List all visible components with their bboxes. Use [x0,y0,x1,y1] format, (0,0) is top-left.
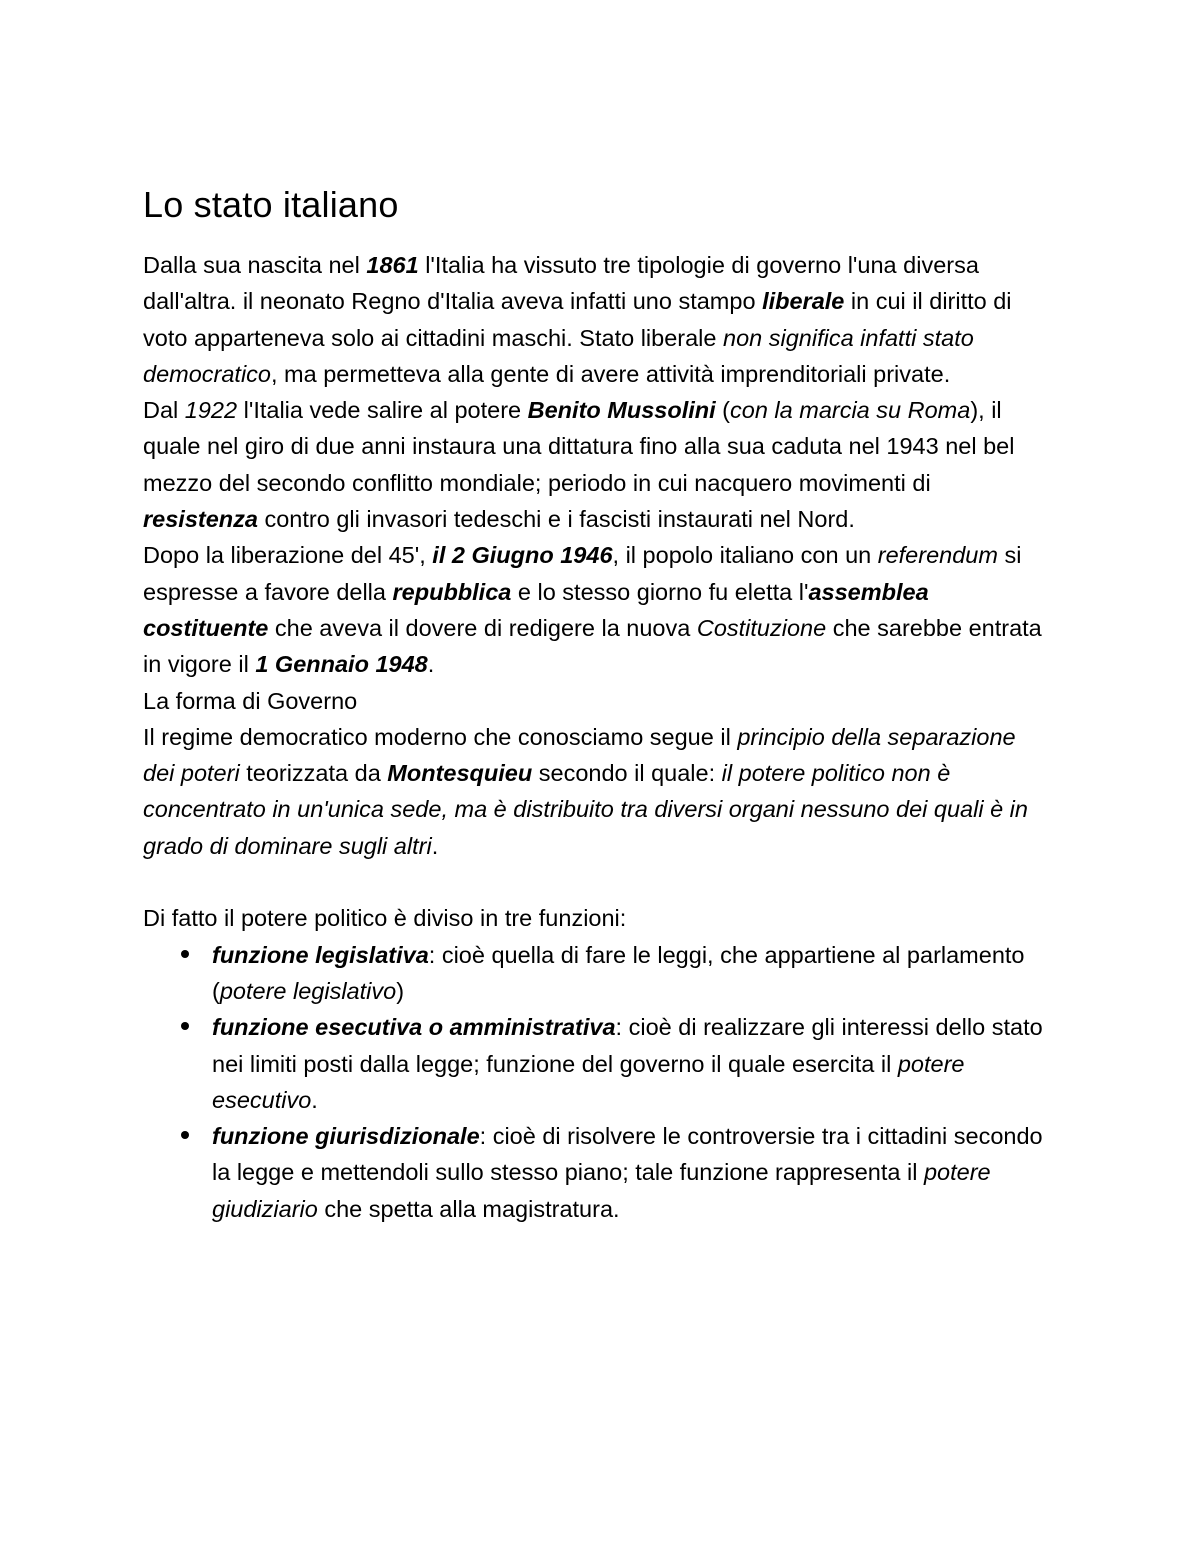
list-term: funzione giurisdizionale [212,1123,480,1150]
text-run: Dal [143,397,185,424]
bullet-icon [181,1131,189,1139]
text-run: contro gli invasori tedeschi e i fascisti instaurati nel Nord. [257,506,855,533]
text-run: che aveva il dovere di redigere la nuova [268,614,697,641]
text-run: che spetta alla magistratura. [317,1195,620,1222]
text-run: ( [715,397,730,424]
text-run: Il regime democratico moderno che conosciamo segue il [143,723,738,750]
italic-power: potere legislativo [219,977,397,1004]
paragraph-fascism [143,392,1043,537]
text-run: in cui il diritto di voto apparteneva solo ai cittadini maschi. Stato liberale [143,288,1012,351]
text-run: ), il quale nel giro di due anni instaura una dittatura fino alla sua caduta nel 1943 nel bel mezzo del secondo conflitto mondiale; periodo in cui nacquero movimenti di [143,397,1015,496]
document-body [143,183,1043,1227]
text-run: : cioè quella di fare le leggi, che appartiene al parlamento ( [212,941,1025,1004]
text-run: e lo stesso giorno fu eletta l' [511,578,809,605]
list-term: funzione legislativa [212,941,429,968]
text-run: Dalla sua nascita nel [143,252,367,278]
emphasis-date: 1 Gennaio 1948 [255,651,428,678]
list-term: funzione esecutiva o amministrativa [212,1014,616,1041]
text-run: : cioè di risolvere le controversie tra i cittadini secondo la legge e mettendoli sullo stesso piano; tale funzione rappresenta il [212,1123,1043,1186]
section-heading: La forma di Governo [143,687,358,714]
document-title: Lo stato italiano [143,184,399,225]
bullet-icon [181,1022,189,1030]
italic-year: 1922 [184,397,238,424]
italic-referendum: referendum [877,542,998,569]
list-item [143,1118,1043,1227]
italic-phrase: non significa infatti stato democratico [143,324,974,387]
text-run: : cioè di realizzare gli interessi dello stato nei limiti posti dalla legge; funzione del governo il quale esercita il [212,1014,1043,1077]
text-run: l'Italia ha vissuto tre tipologie di governo l'una diversa dall'altra. il neonato Regno d'Italia aveva infatti uno stampo [143,252,979,315]
emphasis-repubblica: repubblica [392,578,512,605]
paragraph-functions-intro: Di fatto il potere politico è diviso in tre funzioni: [143,905,627,932]
emphasis-year: 1861 [366,252,419,278]
emphasis-assemblea: assemblea costituente [143,578,929,641]
text-run: l'Italia vede salire al potere [237,397,528,424]
italic-costituzione: Costituzione [696,614,827,641]
text-run: che sarebbe entrata in vigore il [143,614,1042,678]
italic-principle: principio della separazione dei poteri [143,723,1016,787]
text-run: . [427,651,435,678]
paragraph-separation [143,719,1043,864]
bullet-icon [181,950,189,958]
emphasis-liberale: liberale [762,288,845,315]
paragraph-republic [143,537,1043,682]
text-run: . [311,1086,318,1113]
document-text [143,247,1043,1227]
italic-phrase: con la marcia su Roma [730,397,971,424]
text-run: . [431,832,439,859]
emphasis-montesquieu: Montesquieu [387,760,533,787]
text-run: , ma permetteva alla gente di avere attività imprenditoriali private. [271,360,951,387]
text-run: ) [396,977,405,1004]
italic-power: potere giudiziario [212,1159,991,1222]
italic-quote: il potere politico non è concentrato in un'unica sede, ma è distribuito tra diversi organi nessuno dei quali è in grado di dominare sugli altri [143,760,1028,859]
paragraph-origins [143,247,1043,392]
text-run: si espresse a favore della [143,542,1022,605]
text-run: Dopo la liberazione del 45', [143,542,433,569]
list-item [143,937,1043,1010]
text-run: , il popolo italiano con un [612,542,878,569]
emphasis-mussolini: Benito Mussolini [527,397,716,424]
list-item [143,1009,1043,1118]
blank-line [143,864,1043,900]
italic-power: potere esecutivo [212,1050,965,1113]
emphasis-date: il 2 Giugno 1946 [432,542,613,569]
functions-list [143,937,1043,1227]
text-run: secondo il quale: [532,760,722,787]
emphasis-resistenza: resistenza [143,506,258,533]
text-run: teorizzata da [239,760,388,787]
